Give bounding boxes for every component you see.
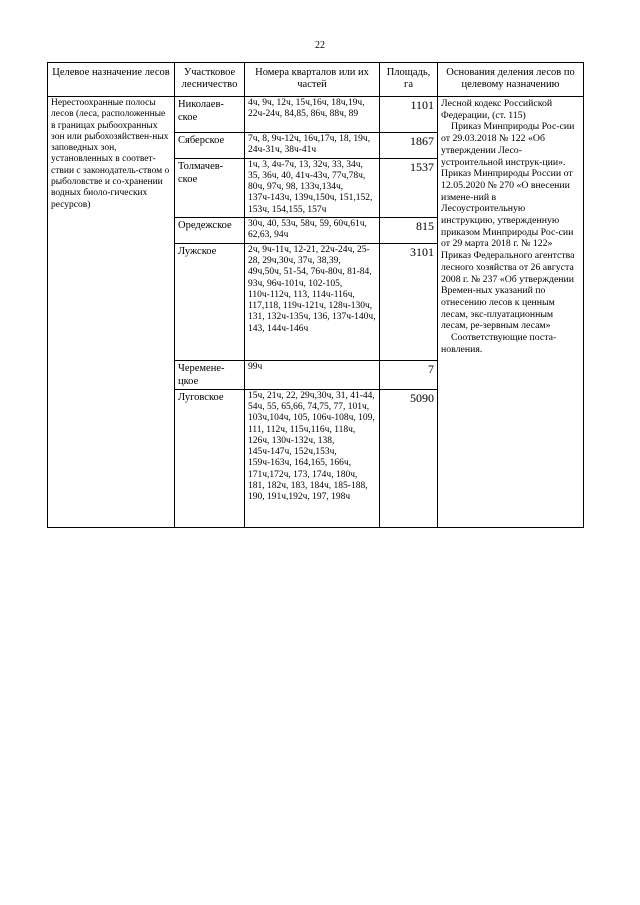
forestry-cell: Оредежское xyxy=(175,218,245,244)
area-cell: 1101 xyxy=(380,97,438,133)
basis-paragraph: Соответствующие поста-новления. xyxy=(441,332,557,355)
table-row xyxy=(48,97,584,133)
forestry-cell: Луговское xyxy=(175,389,245,527)
forestry-cell: Лужское xyxy=(175,243,245,360)
quarters-cell: 99ч xyxy=(245,360,380,389)
forestry-cell: Сяберское xyxy=(175,133,245,159)
quarters-cell: 1ч, 3, 4ч-7ч, 13, 32ч, 33, 34ч, 35, 36ч, 40, 41ч-43ч, 77ч,78ч, 80ч, 97ч, 98, 133ч,134ч, 137ч-143ч, 139ч,150ч, 151,152, 153ч, 154,155, 157ч xyxy=(245,158,380,217)
area-cell: 7 xyxy=(380,360,438,389)
basis-cell xyxy=(438,97,584,528)
purpose-cell: Нерестоохранные полосы лесов (леса, расположенные в границах рыбоохранных зон или рыбохозяйствен-ных заповедных зон, установленных в соответ-ствии с законодатель-ством о рыболовстве и со-хранении водных биоло-гических ресурсов) xyxy=(48,97,175,528)
quarters-cell: 4ч, 9ч, 12ч, 15ч,16ч, 18ч,19ч, 22ч-24ч, 84,85, 86ч, 88ч, 89 xyxy=(245,97,380,133)
area-cell: 1537 xyxy=(380,158,438,217)
forestry-cell: Толмачев-ское xyxy=(175,158,245,217)
quarters-cell: 30ч, 40, 53ч, 58ч, 59, 60ч,61ч, 62,63, 94ч xyxy=(245,218,380,244)
forests-table xyxy=(47,62,584,528)
header-forestry: Участковое лесничество xyxy=(175,63,245,97)
quarters-cell: 15ч, 21ч, 22, 29ч,30ч, 31, 41-44, 54ч, 55, 65,66, 74,75, 77, 101ч, 103ч,104ч, 105, 106ч-108ч, 109, 111, 112ч, 115ч,116ч, 118ч, 126ч, 130ч-132ч, 138, 145ч-147ч, 152ч,153ч, 159ч-163ч, 164,165, 166ч, 171ч,172ч, 173, 174ч, 180ч, 181, 182ч, 183, 184ч, 185-188, 190, 191ч,192ч, 197, 198ч xyxy=(245,389,380,527)
quarters-cell: 7ч, 8, 9ч-12ч, 16ч,17ч, 18, 19ч, 24ч-31ч, 38ч-41ч xyxy=(245,133,380,159)
basis-paragraph: Приказ Минприроды Рос-сии от 29.03.2018 № 122 «Об утверждении Лесо-устроительной инструк-ции». Приказ Минприроды России от 12.05.2020 № 270 «О внесении измене-ний в Лесоустроительную инструкцию, утвержденную приказом Минприроды Рос-сии от 29 марта 2018 г. № 122» xyxy=(441,121,575,250)
area-cell: 815 xyxy=(380,218,438,244)
area-cell: 5090 xyxy=(380,389,438,527)
header-quarters: Номера кварталов или их частей xyxy=(245,63,380,97)
basis-paragraph: Лесной кодекс Российской Федерации, (ст. 115) xyxy=(441,98,553,121)
page-number: 22 xyxy=(315,40,325,51)
header-purpose: Целевое назначение лесов xyxy=(48,63,175,97)
header-area: Площадь, га xyxy=(380,63,438,97)
header-basis: Основания деления лесов по целевому назначению xyxy=(438,63,584,97)
area-cell: 3101 xyxy=(380,243,438,360)
quarters-cell: 2ч, 9ч-11ч, 12-21, 22ч-24ч, 25-28, 29ч,30ч, 37ч, 38,39, 49ч,50ч, 51-54, 76ч-80ч, 81-84, 93ч, 96ч-101ч, 102-105, 110ч-112ч, 113, 114ч-116ч, 117,118, 119ч-121ч, 128ч-130ч, 131, 132ч-135ч, 136, 137ч-140ч, 143, 144ч-146ч xyxy=(245,243,380,360)
area-cell: 1867 xyxy=(380,133,438,159)
forestry-cell: Николаев-ское xyxy=(175,97,245,133)
basis-paragraph: Приказ Федерального агентства лесного хозяйства от 26 августа 2008 г. № 237 «Об утверждении Времен-ных указаний по отнесению лесов к ценным лесам, экс-плуатационным лесам, ре-зервным лесам» xyxy=(441,250,575,332)
forestry-cell: Черемене-цкое xyxy=(175,360,245,389)
table-header-row xyxy=(48,63,584,97)
